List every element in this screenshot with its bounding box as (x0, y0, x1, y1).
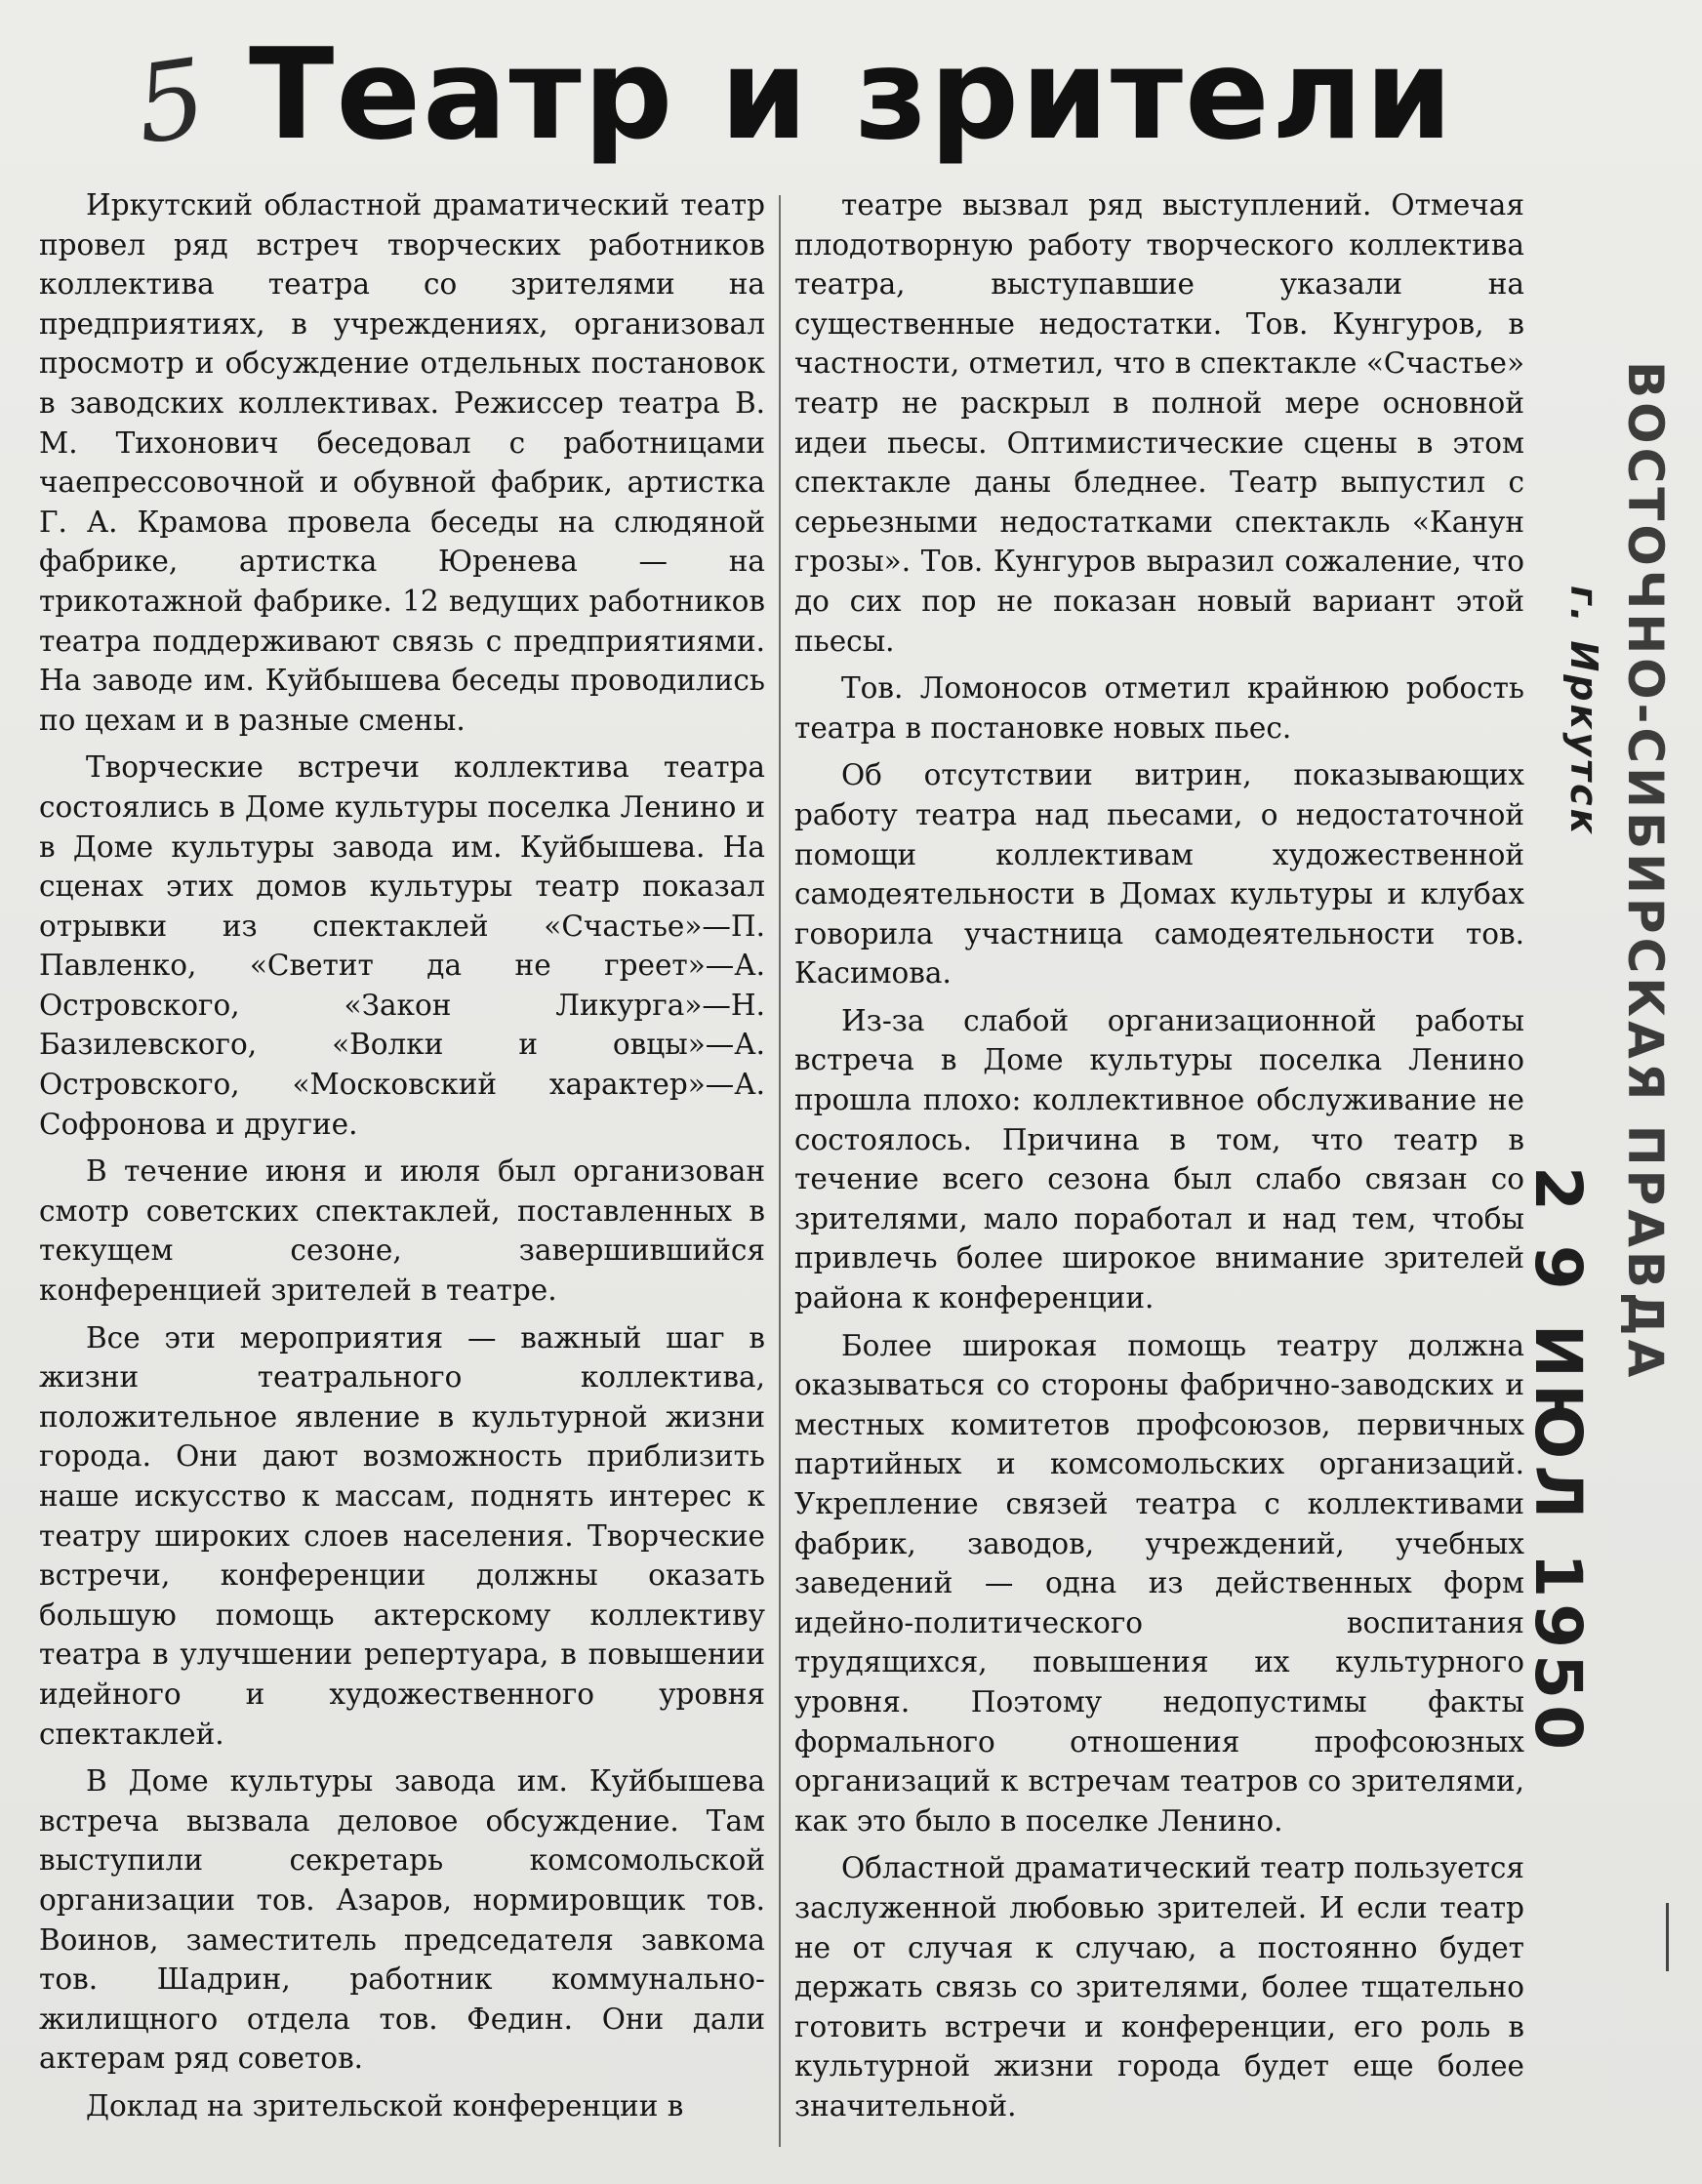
paragraph: Более широкая помощь театру должна оказываться со стороны фабрично-заводских и местных комитетов профсоюзов, первичных партийных и комсомольских организаций. Укрепление связей театра с коллективами фабрик, заводов, учреждений, учебных заведений — одна из действенных форм идейно-политического воспитания трудящихся, повышения их культурного уровня. Поэтому недопустимы факты формального отношения профсоюзных организаций к встречам театров со зрителями, как это было в поселке Ленино. (794, 1328, 1524, 1838)
stamp-city: г. Иркутск (1562, 586, 1605, 837)
paragraph: В Доме культуры завода им. Куйбышева встреча вызвала деловое обсуждение. Там выступили секретарь комсомольской организации тов. Азаров, нормировщик тов. Воинов, заместитель председателя завкома тов. Шадрин, работник коммунально-жилищного отдела тов. Федин. Они дали актерам ряд советов. (39, 1764, 765, 2076)
stamp-newspaper-name: ВОСТОЧНО-СИБИРСКАЯ ПРАВДА (1617, 361, 1674, 1382)
right-column (794, 185, 1524, 2134)
paragraph: Из-за слабой организационной работы встреча в Доме культуры поселка Ленино прошла плохо: коллективное обслуживание не состоялось. Причина в том, что театр в течение всего сезона был слабо связан со зрителями, мало поработал и над тем, чтобы привлечь более широкое внимание зрителей района к конференции. (794, 1003, 1524, 1315)
paragraph: Тов. Ломоносов отметил крайнюю робость театра в постановке новых пьес. (794, 671, 1524, 745)
paragraph: В течение июня и июля был организован смотр советских спектаклей, поставленных в текущем сезоне, завершившийся конференцией зрителей в театре. (39, 1154, 765, 1308)
source-stamp (1520, 361, 1683, 2020)
stamp-date: 2 9 ИЮЛ 1950 (1520, 1166, 1596, 1756)
article-headline: Театр и зрители (249, 22, 1455, 168)
edge-mark (1666, 1903, 1669, 1971)
column-divider (779, 195, 781, 2147)
paragraph: Иркутский областной драматический театр провел ряд встреч творческих работников коллектива театра со зрителями на предприятиях, в учреждениях, организовал просмотр и обсуждение отдельных постановок в заводских коллективах. Режиссер театра В. М. Тихонович беседовал с работницами чаепрессовочной и обувной фабрик, артистка Г. А. Крамова провела беседы на слюдяной фабрике, артистка Юренева — на трикотажной фабрике. 12 ведущих работников театра поддерживают связь с предприятиями. На заводе им. Куйбышева беседы проводились по цехам и в разные смены. (39, 188, 765, 737)
paragraph: Областной драматический театр пользуется заслуженной любовью зрителей. И если театр не от случая к случаю, а постоянно будет держать связь со зрителями, более тщательно готовить встречи и конференции, его роль в культурной жизни города будет еще более значительной. (794, 1851, 1524, 2123)
left-column (39, 185, 765, 2134)
paragraph: Творческие встречи коллектива театра состоялись в Доме культуры поселка Ленино и в Доме культуры завода им. Куйбышева. На сценах этих домов культуры театр показал отрывки из спектаклей «Счастье»—П. Павленко, «Светит да не греет»—А. Островского, «Закон Ликурга»—Н. Базилевского, «Волки и овцы»—А. Островского, «Московский характер»—А. Софронова и другие. (39, 750, 765, 1141)
paragraph: Об отсутствии витрин, показывающих работу театра над пьесами, о недостаточной помощи коллективам художественной самодеятельности в Домах культуры и клубах говорила участница самодеятельности тов. Касимова. (794, 758, 1524, 991)
paragraph: театре вызвал ряд выступлений. Отмечая плодотворную работу творческого коллектива театра, выступавшие указали на существенные недостатки. Тов. Кунгуров, в частности, отметил, что в спектакле «Счастье» театр не раскрыл в полной мере основной идеи пьесы. Оптимистические сцены в этом спектакле даны бледнее. Театр выпустил с серьезными недостатками спектакль «Канун грозы». Тов. Кунгуров выразил сожаление, что до сих пор не показан новый вариант этой пьесы. (794, 188, 1524, 658)
paragraph: Доклад на зрительской конференции в (86, 2088, 684, 2123)
handwritten-number: 5 (128, 34, 214, 169)
paragraph: Все эти мероприятия — важный шаг в жизни театрального коллектива, положительное явление в культурной жизни города. Они дают возможность приблизить наше искусство к массам, поднять интерес к театру широких слоев населения. Творческие встречи, конференции должны оказать большую помощь актерскому коллективу театра в улучшении репертуара, в повышении идейного и художественного уровня спектаклей. (39, 1320, 765, 1751)
